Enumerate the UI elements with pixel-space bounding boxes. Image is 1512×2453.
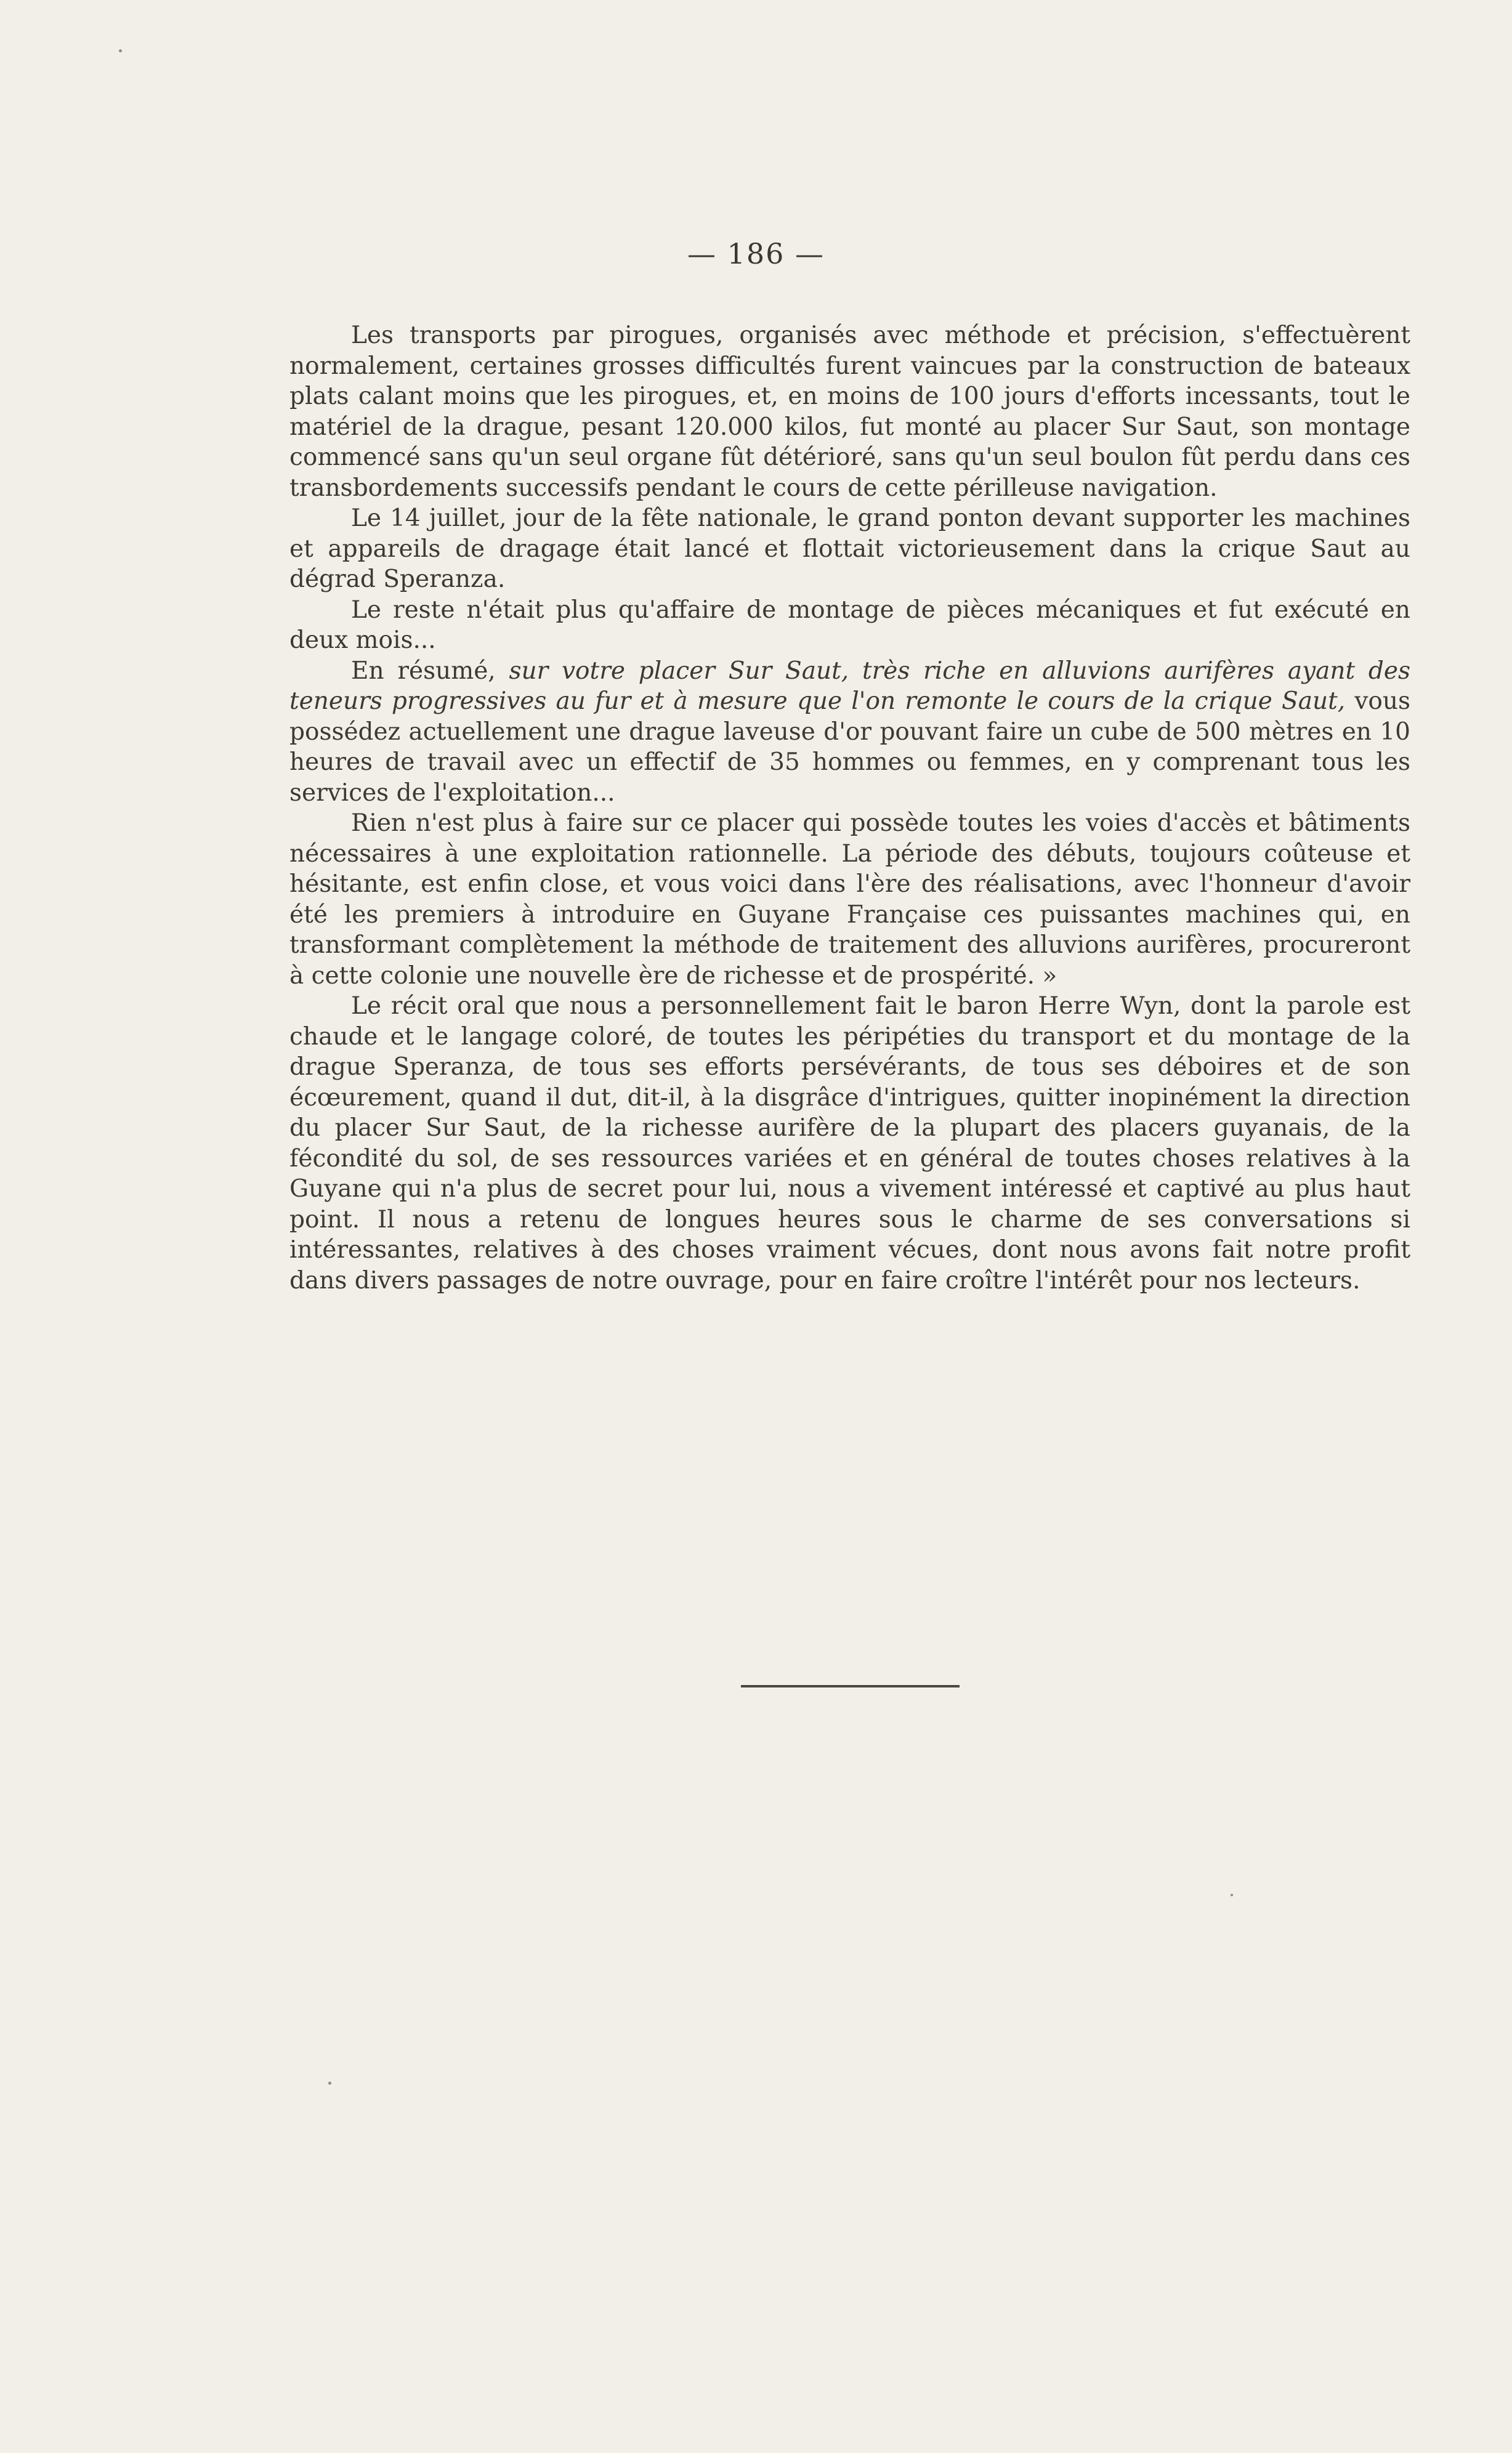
paragraph-resume — [289, 656, 1410, 809]
page-number: — 186 — — [687, 237, 825, 270]
paragraph-transports: Les transports par pirogues, organisés avec méthode et précision, s'effectuèrent normalement, certaines grosses difficultés furent vaincues par la construction de bateaux plats calant moins que les pirogues, et, en moins de 100 jours d'efforts incessants, tout le matériel de la drague, pesant 120.000 kilos, fut monté au placer Sur Saut, son montage commencé sans qu'un seul organe fût détérioré, sans qu'un seul boulon fût perdu dans ces transbordements successifs pendant le cours de cette périlleuse navigation. — [289, 321, 1410, 502]
body-text — [289, 320, 1410, 1296]
paragraph-montage: Le reste n'était plus qu'affaire de montage de pièces mécaniques et fut exécuté en deux mois... — [289, 596, 1410, 654]
paragraph-exploitation: Rien n'est plus à faire sur ce placer qui possède toutes les voies d'accès et bâtiments nécessaires à une exploitation rationnelle. La période des débuts, toujours coûteuse et hésitante, est enfin close, et vous voici dans l'ère des réalisations, avec l'honneur d'avoir été les premiers à introduire en Guyane Française ces puissantes machines qui, en transformant complètement la méthode de traitement des alluvions aurifères, procureront à cette colonie une nouvelle ère de richesse et de prospérité. » — [289, 809, 1410, 990]
paper-speck — [328, 2082, 331, 2085]
paragraph-july-14: Le 14 juillet, jour de la fête nationale, le grand ponton devant supporter les machines et appareils de dragage était lancé et flottait victorieusement dans la crique Saut au dégrad Speranza. — [289, 504, 1410, 593]
resume-rest: vous possédez actuellement une drague laveuse d'or pouvant faire un cube de 500 mètres en 10 heures de travail avec un effectif de 35 hommes ou femmes, en y comprenant tous les services de l'exploitation... — [289, 687, 1411, 807]
end-rule-divider — [741, 1685, 960, 1687]
resume-intro: En résumé, — [351, 657, 509, 685]
resume-italic: sur votre placer Sur Saut, très riche en alluvions aurifères ayant des teneurs progressives au fur et à mesure que l'on remonte le cours de la crique Saut, — [289, 657, 1410, 715]
paper-speck — [1231, 1894, 1233, 1896]
paper-speck — [119, 49, 122, 52]
paragraph-recit-oral: Le récit oral que nous a personnellement fait le baron Herre Wyn, dont la parole est chaude et le langage coloré, de toutes les péripéties du transport et du montage de la drague Speranza, de tous ses efforts persévérants, de tous ses déboires et de son écœurement, quand il dut, dit-il, à la disgrâce d'intrigues, quitter inopinément la direction du placer Sur Saut, de la richesse aurifère de la plupart des placers guyanais, de la fécondité du sol, de ses ressources variées et en général de toutes choses relatives à la Guyane qui n'a plus de secret pour lui, nous a vivement intéressé et captivé au plus haut point. Il nous a retenu de longues heures sous le charme de ses conversations si intéressantes, relatives à des choses vraiment vécues, dont nous avons fait notre profit dans divers passages de notre ouvrage, pour en faire croître l'intérêt pour nos lecteurs. — [289, 992, 1410, 1295]
